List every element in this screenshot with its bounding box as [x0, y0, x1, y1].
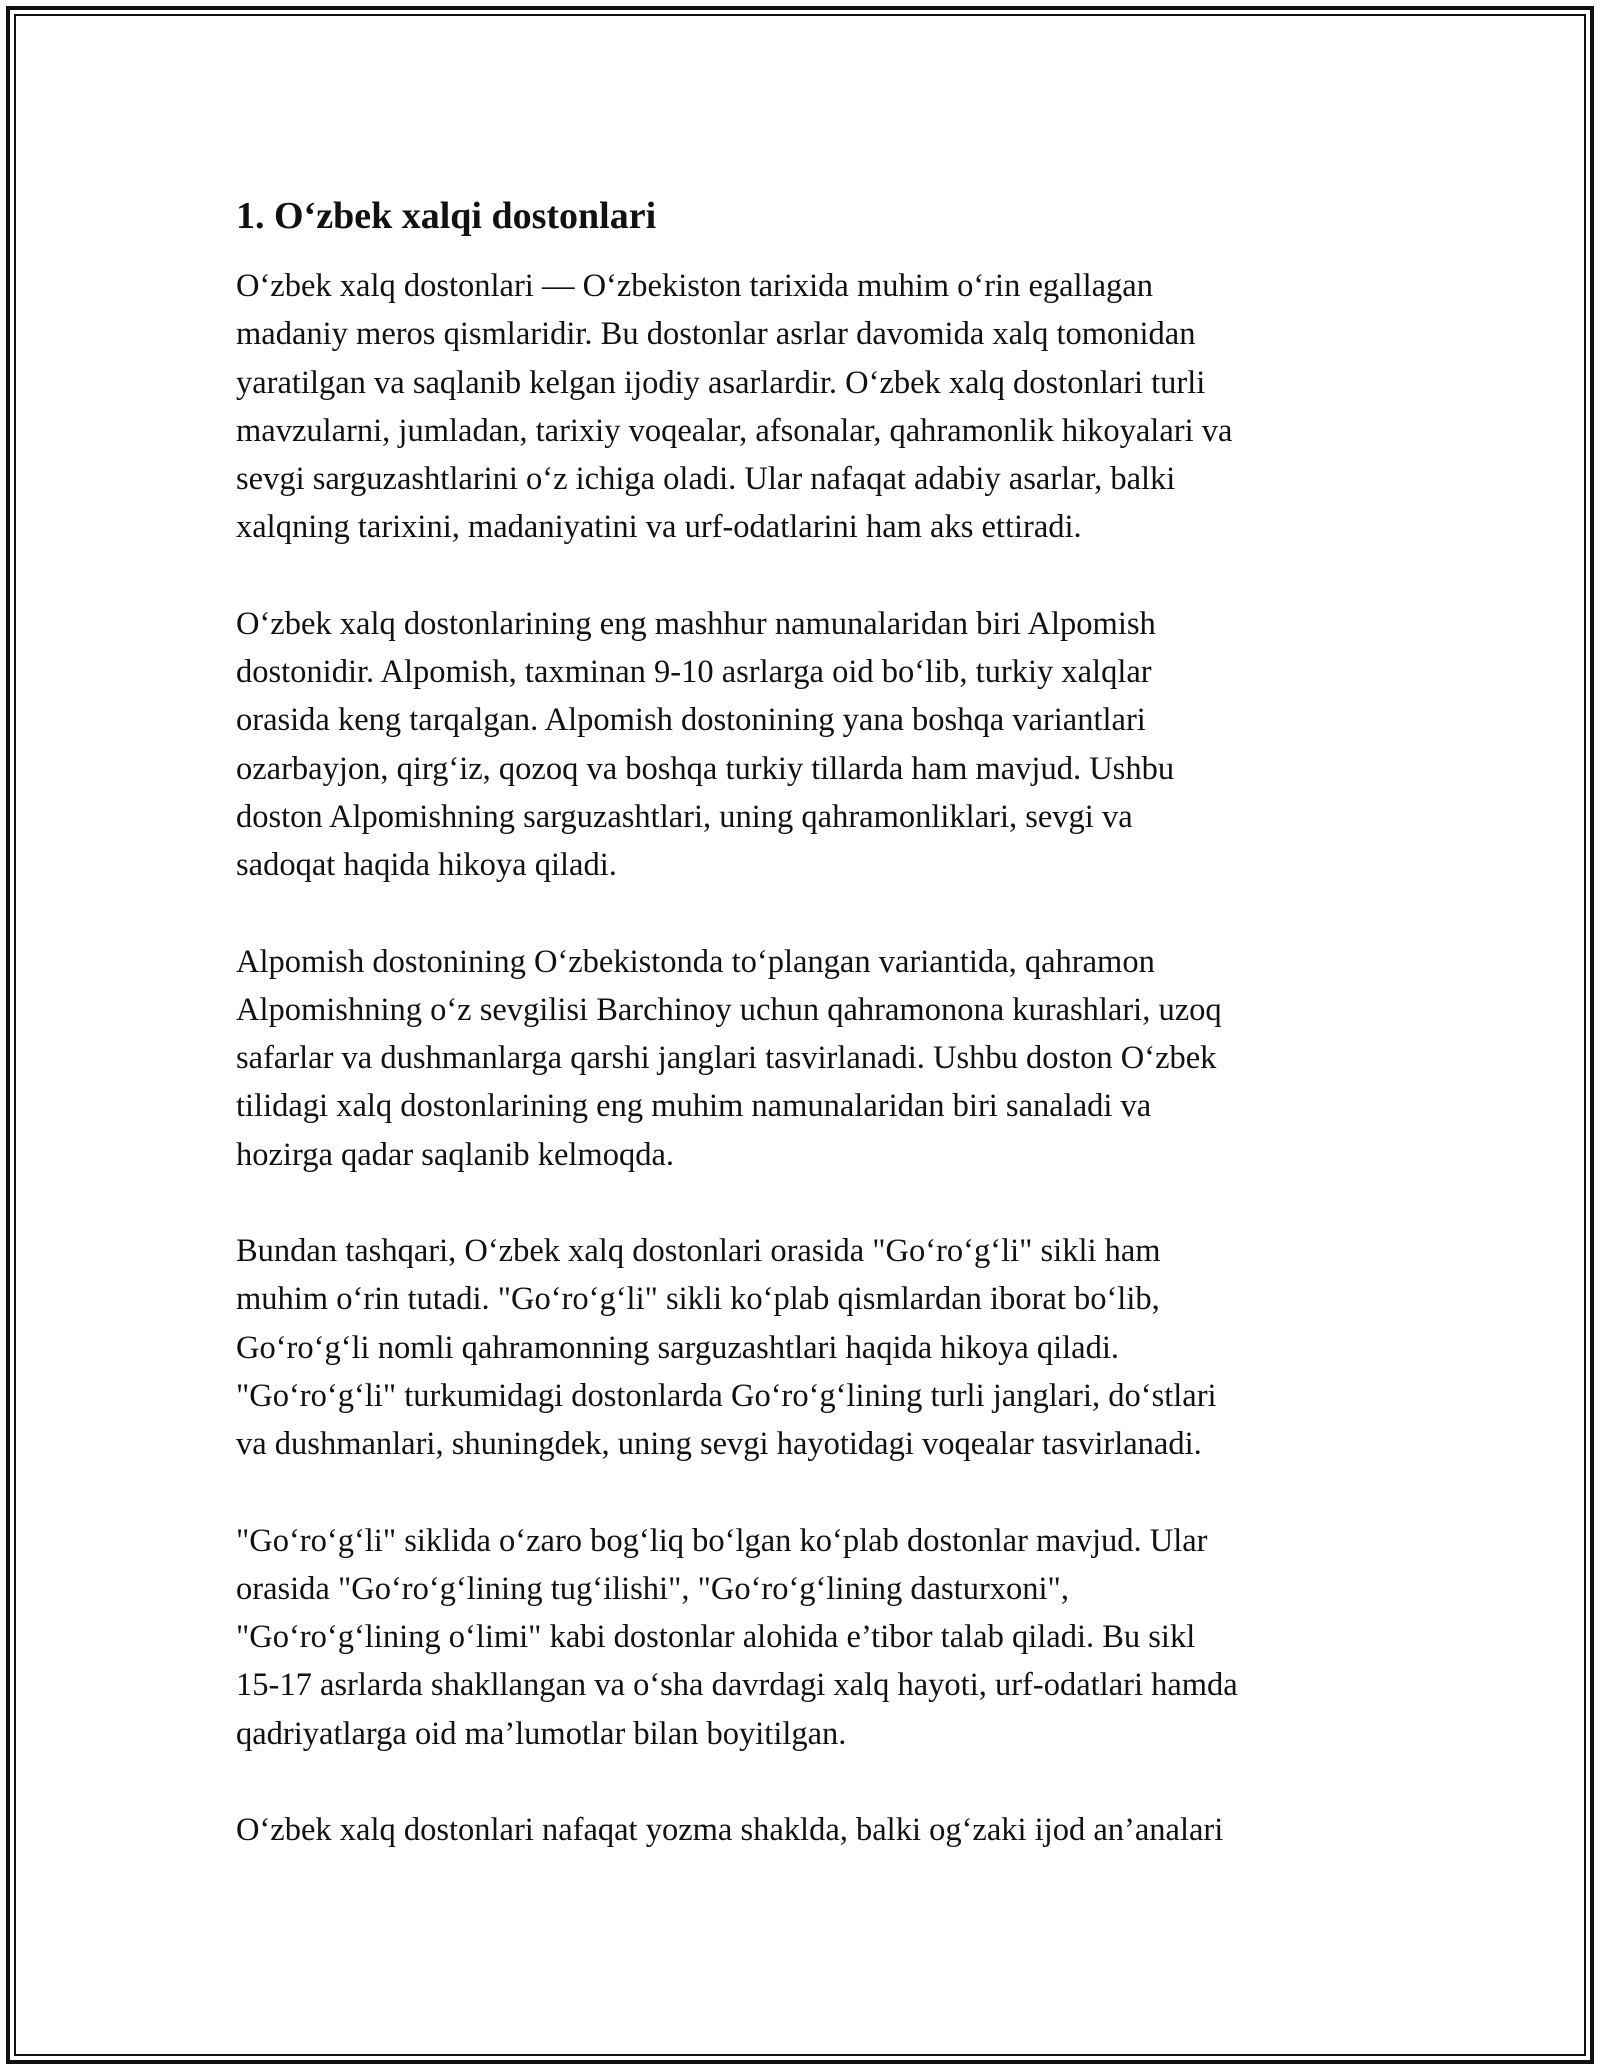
text-line: Alpomishning o‘z sevgilisi Barchinoy uchun qahramonona kurashlari, uzoq: [236, 991, 1222, 1028]
paragraph-2: [236, 600, 1386, 890]
text-line: O‘zbek xalq dostonlari nafaqat yozma shaklda, balki og‘zaki ijod an’analari: [236, 1812, 1224, 1849]
text-line: sevgi sarguzashtlarini o‘z ichiga oladi. Ular nafaqat adabiy asarlar, balki: [236, 461, 1176, 498]
text-line: sadoqat haqida hikoya qiladi.: [236, 847, 617, 884]
text-line: orasida keng tarqalgan. Alpomish dostonining yana boshqa variantlari: [236, 702, 1146, 739]
text-line: 15-17 asrlarda shakllangan va o‘sha davrdagi xalq hayoti, urf-odatlari hamda: [236, 1667, 1238, 1704]
text-line: va dushmanlari, shuningdek, uning sevgi hayotidagi voqealar tasvirlanadi.: [236, 1426, 1202, 1463]
text-line: qadriyatlarga oid ma’lumotlar bilan boyitilgan.: [236, 1715, 847, 1752]
paragraph-6: [236, 1806, 1386, 1854]
text-line: orasida "Go‘ro‘g‘lining tug‘ilishi", "Go‘ro‘g‘lining dasturxoni",: [236, 1570, 1069, 1607]
text-line: "Go‘ro‘g‘li" siklida o‘zaro bog‘liq bo‘lgan ko‘plab dostonlar mavjud. Ular: [236, 1522, 1208, 1559]
text-line: mavzularni, jumladan, tarixiy voqealar, afsonalar, qahramonlik hikoyalari va: [236, 412, 1233, 449]
paragraph-3: [236, 938, 1386, 1179]
text-line: hozirga qadar saqlanib kelmoqda.: [236, 1136, 675, 1173]
text-line: safarlar va dushmanlarga qarshi janglari tasvirlanadi. Ushbu doston O‘zbek: [236, 1040, 1217, 1077]
text-line: Alpomish dostonining O‘zbekistonda to‘plangan variantida, qahramon: [236, 943, 1155, 980]
text-line: O‘zbek xalq dostonlari — O‘zbekiston tarixida muhim o‘rin egallagan: [236, 268, 1153, 304]
text-line: O‘zbek xalq dostonlarining eng mashhur namunalaridan biri Alpomish: [236, 605, 1156, 642]
text-line: doston Alpomishning sarguzashtlari, uning qahramonliklari, sevgi va: [236, 798, 1133, 835]
paragraph-1: [236, 262, 1386, 552]
text-line: Go‘ro‘g‘li nomli qahramonning sarguzashtlari haqida hikoya qiladi.: [236, 1329, 1120, 1366]
text-line: "Go‘ro‘g‘lining o‘limi" kabi dostonlar alohida e’tibor talab qiladi. Bu sikl: [236, 1619, 1196, 1656]
paragraph-5: [236, 1517, 1386, 1758]
paragraph-4: [236, 1227, 1386, 1468]
document-body: [236, 190, 1386, 1902]
text-line: dostonidir. Alpomish, taxminan 9-10 asrlarga oid bo‘lib, turkiy xalqlar: [236, 654, 1152, 691]
text-line: tilidagi xalq dostonlarining eng muhim namunalaridan biri sanaladi va: [236, 1088, 1152, 1125]
text-line: xalqning tarixini, madaniyatini va urf-odatlarini ham aks ettiradi.: [236, 509, 1082, 546]
text-line: ozarbayjon, qirg‘iz, qozoq va boshqa turkiy tillarda ham mavjud. Ushbu: [236, 750, 1175, 787]
text-line: "Go‘ro‘g‘li" turkumidagi dostonlarda Go‘ro‘g‘lining turli janglari, do‘stlari: [236, 1377, 1217, 1414]
text-line: madaniy meros qismlaridir. Bu dostonlar asrlar davomida xalq tomonidan: [236, 316, 1196, 353]
text-line: muhim o‘rin tutadi. "Go‘ro‘g‘li" sikli ko‘plab qismlardan iborat bo‘lib,: [236, 1281, 1160, 1318]
section-heading: 1. O‘zbek xalqi dostonlari: [236, 195, 657, 237]
text-line: yaratilgan va saqlanib kelgan ijodiy asarlardir. O‘zbek xalq dostonlari turli: [236, 364, 1206, 401]
text-line: Bundan tashqari, O‘zbek xalq dostonlari orasida "Go‘ro‘g‘li" sikli ham: [236, 1233, 1161, 1270]
